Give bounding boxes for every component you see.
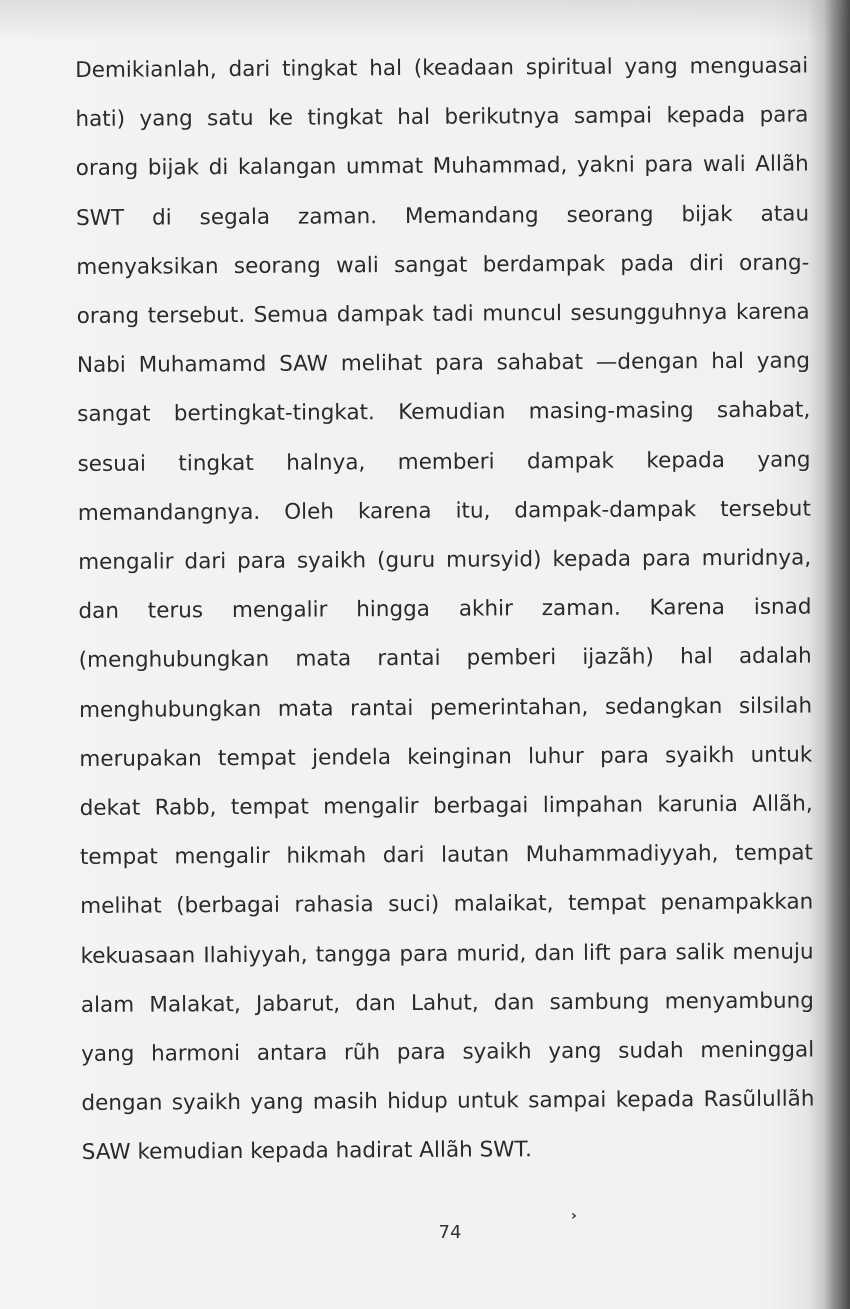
stray-ink-mark: › (571, 1208, 577, 1224)
page-gutter-edge (824, 0, 850, 1309)
top-scan-shadow (0, 0, 850, 40)
body-paragraph: Demikianlah, dari tingkat hal (keadaan spiritual yang menguasai hati) yang satu ke tingkat hal berikutnya sampai kepada para orang bijak di kalangan ummat Muhammad, yakni para wali Allãh SWT di segala zaman. Memandang seorang bijak atau menyaksikan seorang wali sangat berdampak pada diri orang-orang tersebut. Semua dampak tadi muncul sesungguhnya karena Nabi Muhamamd SAW melihat para sahabat —dengan hal yang sangat bertingkat-tingkat. Kemudian masing-masing sahabat, sesuai tingkat halnya, memberi dampak kepada yang memandangnya. Oleh karena itu, dampak-dampak tersebut mengalir dari para syaikh (guru mursyid) kepada para muridnya, dan terus mengalir hingga akhir zaman. Karena isnad (menghubungkan mata rantai pemberi ijazãh) hal adalah menghubungkan mata rantai pemerintahan, sedangkan silsilah merupakan tempat jendela keinginan luhur para syaikh untuk dekat Rabb, tempat mengalir berbagai limpahan karunia Allãh, tempat mengalir hikmah dari lautan Muhammadiyyah, tempat melihat (berbagai rahasia suci) malaikat, tempat penampakkan kekuasaan Ilahiyyah, tangga para murid, dan lift para salik menuju alam Malakat, Jabarut, dan Lahut, dan sambung menyambung yang harmoni antara rũh para syaikh yang sudah meninggal dengan syaikh yang masih hidup untuk sampai kepada Rasũlullãh SAW kemudian kepada hadirat Allãh SWT. (75, 53, 815, 1166)
page-number: 74 (438, 1222, 462, 1243)
